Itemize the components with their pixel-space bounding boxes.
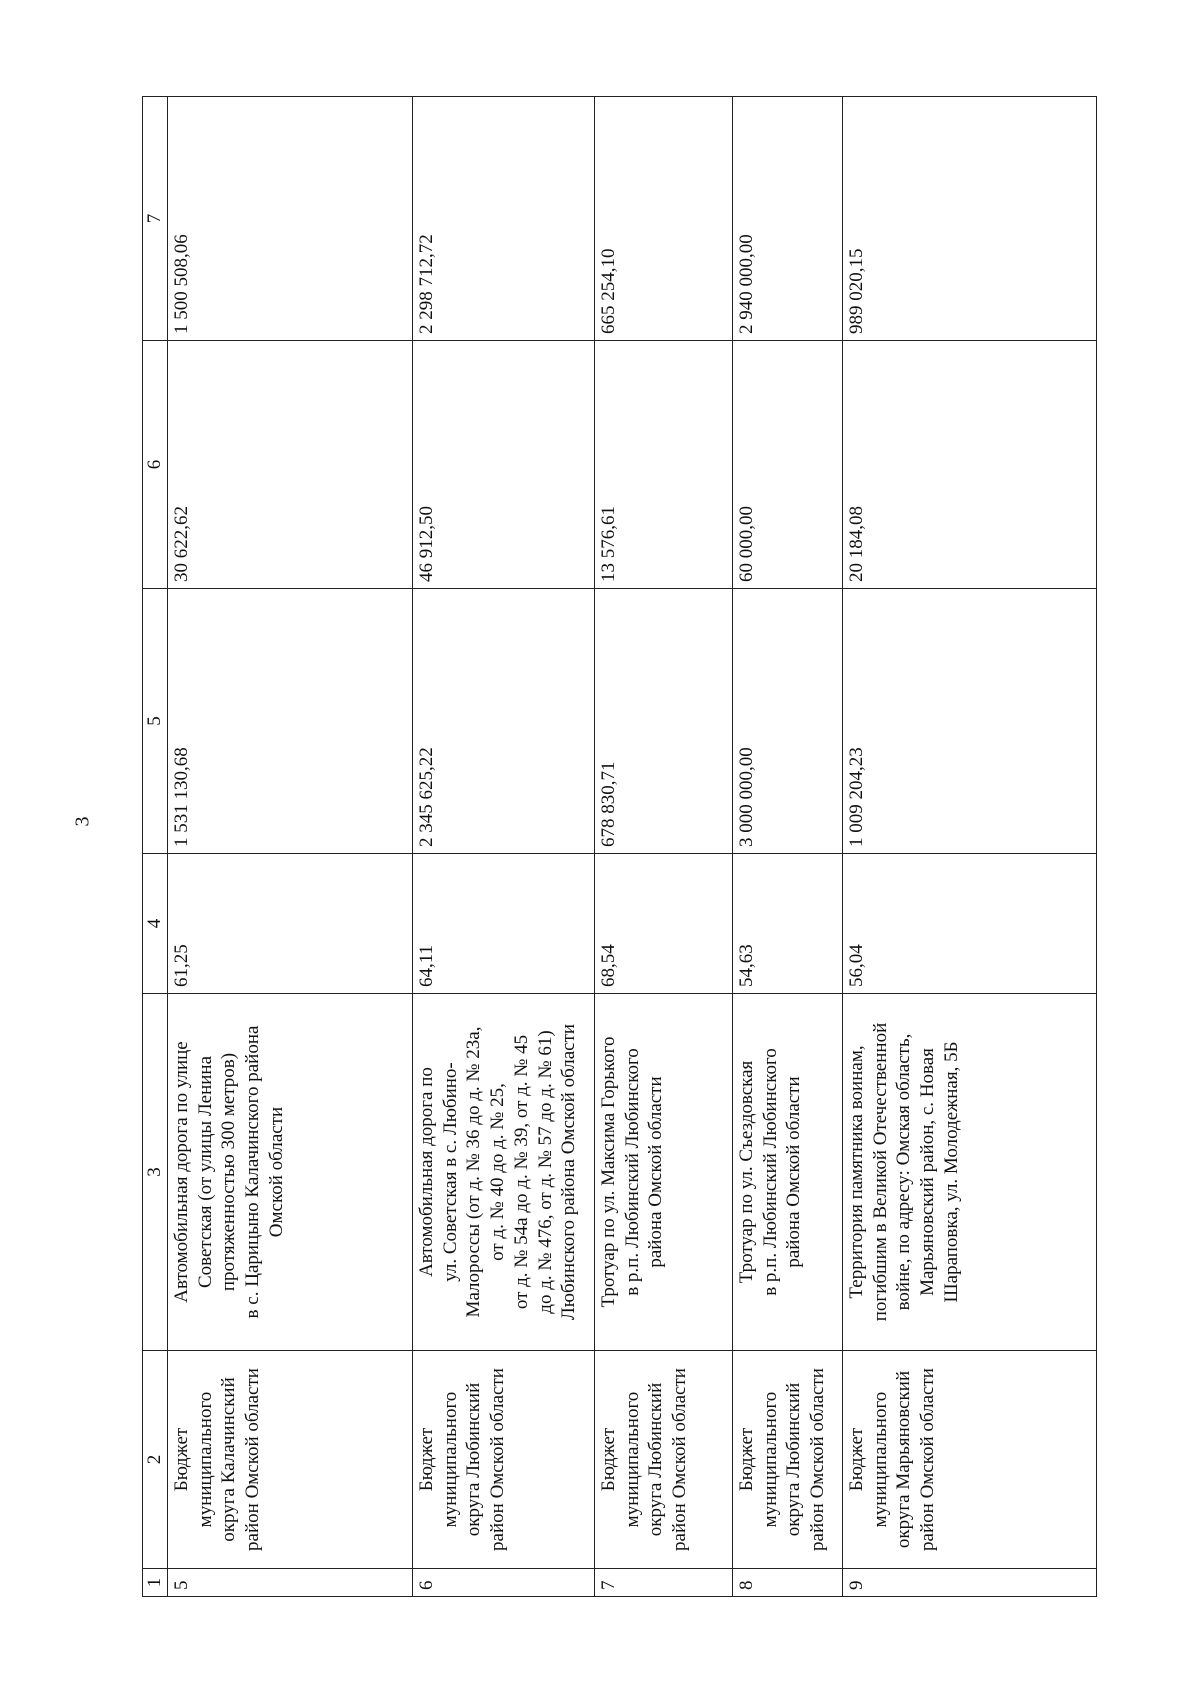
budget-text: Бюджет муниципального округа Любинский район Омской области [415, 1368, 508, 1551]
column-header: 2 [143, 1351, 168, 1569]
column-header: 7 [143, 97, 168, 341]
regional-cell: 1 500 508,06 [167, 97, 412, 341]
object-text: Тротуар по ул. Съездовская в р.п. Любинский Любинского района Омской области [735, 1048, 805, 1296]
budget-cell [167, 1351, 412, 1569]
table-row [594, 97, 732, 1597]
object-cell [412, 994, 594, 1351]
local-cell: 20 184,08 [842, 341, 1096, 589]
total-cell: 678 830,71 [594, 589, 732, 854]
header-row [143, 97, 168, 1597]
object-text: Территория памятника воинам, погибшим в Великой Отечественной войне, по адресу: Омская область, Марьяновский район, с. Новая Шараповка, ул. Молодежная, 5Б [845, 1022, 962, 1322]
percent-cell: 64,11 [412, 854, 594, 994]
regional-cell: 989 020,15 [842, 97, 1096, 341]
object-text: Тротуар по ул. Максима Горького в р.п. Любинский Любинского района Омской области [597, 1036, 667, 1308]
object-cell [732, 994, 842, 1351]
regional-cell: 2 940 000,00 [732, 97, 842, 341]
table-row [842, 97, 1096, 1597]
total-cell: 2 345 625,22 [412, 589, 594, 854]
page-number: 3 [71, 816, 94, 827]
object-text: Автомобильная дорога по ул. Советская в с. Любино- Малороссы (от д. № 36 до д. № 23а, от д. № 40 до д. № 25, от д. № 54а до д. № 39, от д. № 45 до д. № 476, от д. № 57 до д. № 61) Любинского района Омской области [415, 1023, 580, 1321]
row-number: 7 [594, 1569, 732, 1597]
row-number: 6 [412, 1569, 594, 1597]
column-header: 4 [143, 854, 168, 994]
object-cell [594, 994, 732, 1351]
row-number: 9 [842, 1569, 1096, 1597]
data-table [142, 96, 1097, 1597]
column-header: 5 [143, 589, 168, 854]
column-header: 6 [143, 341, 168, 589]
percent-cell: 68,54 [594, 854, 732, 994]
table-container [142, 97, 1097, 1597]
local-cell: 60 000,00 [732, 341, 842, 589]
budget-text: Бюджет муниципального округа Калачинский район Омской области [170, 1368, 263, 1551]
table-row [167, 97, 412, 1597]
column-header: 1 [143, 1569, 168, 1597]
budget-text: Бюджет муниципального округа Любинский район Омской области [735, 1368, 828, 1551]
row-number: 5 [167, 1569, 412, 1597]
local-cell: 13 576,61 [594, 341, 732, 589]
row-number: 8 [732, 1569, 842, 1597]
total-cell: 1 009 204,23 [842, 589, 1096, 854]
local-cell: 46 912,50 [412, 341, 594, 589]
budget-cell [842, 1351, 1096, 1569]
local-cell: 30 622,62 [167, 341, 412, 589]
regional-cell: 2 298 712,72 [412, 97, 594, 341]
table-row [732, 97, 842, 1597]
table-row [412, 97, 594, 1597]
object-text: Автомобильная дорога по улице Советская (от улицы Ленина протяженностью 300 метров) в с. Царицыно Калачинского района Омской области [170, 1025, 287, 1319]
regional-cell: 665 254,10 [594, 97, 732, 341]
budget-text: Бюджет муниципального округа Марьяновский район Омской области [845, 1368, 938, 1551]
column-header: 3 [143, 994, 168, 1351]
percent-cell: 61,25 [167, 854, 412, 994]
budget-cell [594, 1351, 732, 1569]
budget-cell [732, 1351, 842, 1569]
total-cell: 3 000 000,00 [732, 589, 842, 854]
percent-cell: 56,04 [842, 854, 1096, 994]
object-cell [842, 994, 1096, 1351]
object-cell [167, 994, 412, 1351]
budget-text: Бюджет муниципального округа Любинский район Омской области [597, 1368, 690, 1551]
percent-cell: 54,63 [732, 854, 842, 994]
total-cell: 1 531 130,68 [167, 589, 412, 854]
budget-cell [412, 1351, 594, 1569]
